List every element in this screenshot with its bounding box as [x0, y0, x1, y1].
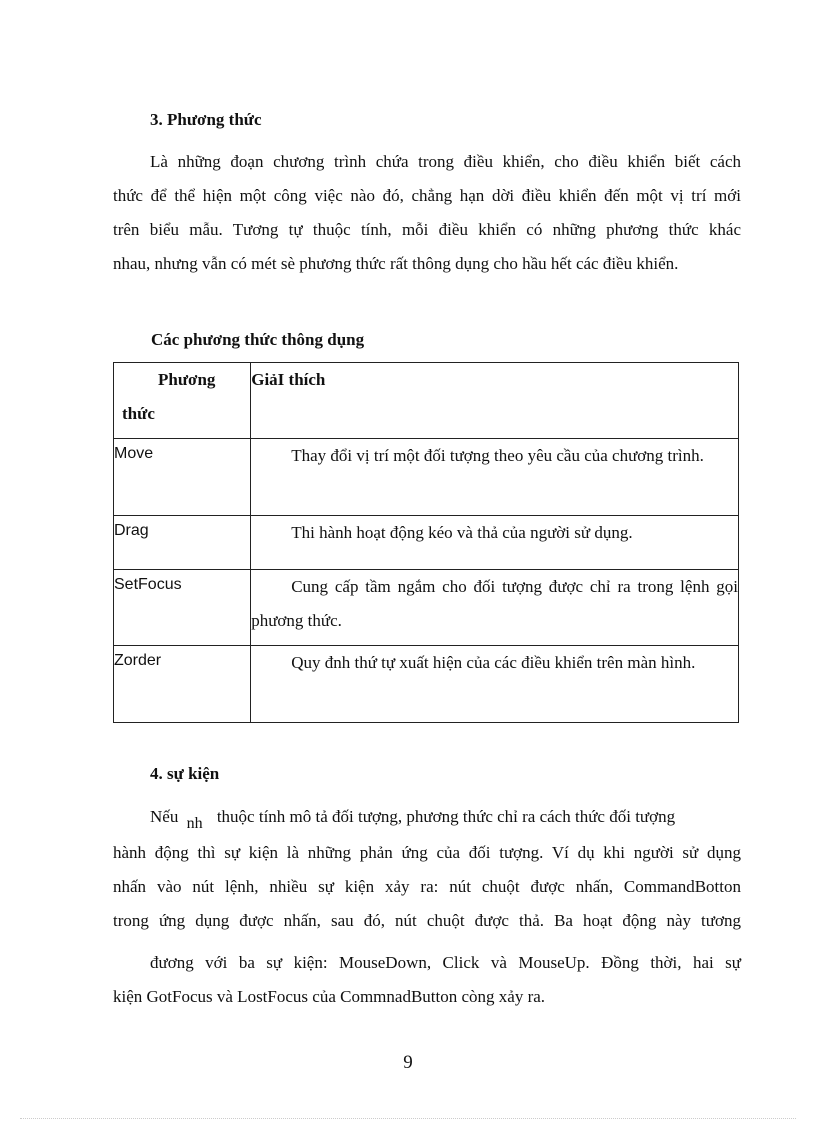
table-header-row	[114, 363, 739, 439]
section-4-heading: 4. sự kiện	[150, 764, 220, 783]
method-description-cell: Thay đổi vị trí một đối tượng theo yêu cầu của chương trình.	[251, 439, 739, 516]
section-3-line-1: Là những đoạn chương trình chứa trong điều khiển, cho điều khiển biết cách	[150, 152, 741, 171]
section-4-line-2: hành động thì sự kiện là những phản ứng của đối tượng. Ví dụ khi người sử dụng	[113, 843, 741, 862]
section-3-line-4: nhau, nhưng vẫn có mét sè phương thức rất thông dụng cho hầu hết các điều khiển.	[113, 254, 679, 273]
method-name-cell: Move	[114, 439, 251, 516]
table-caption: Các phương thức thông dụng	[151, 330, 365, 349]
method-name-cell: Zorder	[114, 646, 251, 723]
header-method-cell	[114, 363, 251, 439]
table-row	[114, 646, 739, 723]
section-4-line-1-rest: thuộc tính mô tả đối tượng, phương thức chỉ ra cách thức đối tượng	[216, 807, 676, 826]
header-description-cell: GiảI thích	[251, 363, 739, 439]
section-3-line-3: trên biểu mẫu. Tương tự thuộc tính, mỗi điều khiển có những phương thức khác	[113, 220, 741, 239]
section-3-line-2: thức để thể hiện một công việc nào đó, chẳng hạn dời điều khiển đến một vị trí mới	[113, 186, 741, 205]
table-row	[114, 439, 739, 516]
method-description-cell: Quy đnh thứ tự xuất hiện của các điều khiển trên màn hình.	[251, 646, 739, 723]
section-4-line-1-subscript: nh	[186, 815, 203, 832]
method-name-cell: SetFocus	[114, 570, 251, 646]
section-4-line-4: trong ứng dụng được nhấn, sau đó, nút chuột được thả. Ba hoạt động này tương	[113, 911, 741, 930]
method-description-cell: Cung cấp tầm ngắm cho đối tượng được chỉ ra trong lệnh gọi phương thức.	[251, 570, 739, 646]
header-method-line-2: thức	[122, 404, 155, 423]
table-row	[114, 570, 739, 646]
header-method-line-1: Phương	[158, 370, 216, 389]
section-4-line-6: kiện GotFocus và LostFocus của CommnadButton còng xảy ra.	[113, 987, 546, 1006]
page-bottom-divider	[20, 1118, 796, 1119]
page-number: 9	[403, 1052, 413, 1073]
methods-table	[113, 362, 739, 723]
method-name-cell: Drag	[114, 516, 251, 570]
table-row	[114, 516, 739, 570]
section-3-heading: 3. Phương thức	[150, 110, 262, 129]
method-description-cell: Thi hành hoạt động kéo và thả của người sử dụng.	[251, 516, 739, 570]
section-4-line-5: đương với ba sự kiện: MouseDown, Click và MouseUp. Đồng thời, hai sự	[150, 953, 741, 972]
section-4-line-1-start: Nếu	[150, 807, 179, 826]
section-4-line-1	[150, 800, 741, 835]
section-4-line-3: nhấn vào nút lệnh, nhiều sự kiện xảy ra: nút chuột được nhấn, CommandBotton	[113, 877, 741, 896]
